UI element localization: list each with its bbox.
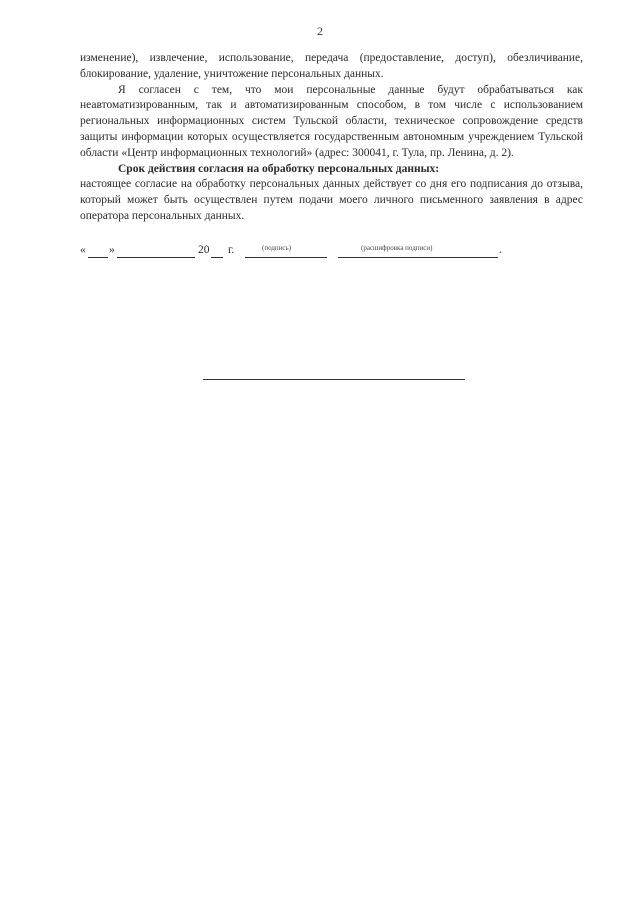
end-mark: . xyxy=(499,244,502,256)
paragraph-consent-term: настоящее согласие на обработку персональных данных действует со дня его подписания до отзыва, который может быть осуществлен путем подачи моего личного письменного заявления в адрес оператора персональных данных. xyxy=(80,178,583,222)
day-line[interactable] xyxy=(88,257,108,258)
signature-transcript-line[interactable] xyxy=(338,257,498,258)
page-number: 2 xyxy=(317,24,323,38)
quote-close: » xyxy=(109,244,115,256)
paragraph-consent-methods: Я согласен с тем, что мои персональные данные будут обрабатываться как неавтоматизированным, так и автоматизированным способом, в том числе с использованием региональных информационных систем Тульской области, техническое сопровождение средств защиты информации которых осуществляется государственным автономным учреждением Тульской области «Центр информационных технологий» (адрес: 300041, г. Тула, пр. Ленина, д. 2). xyxy=(80,83,583,159)
consent-term-heading: Срок действия согласия на обработку персональных данных: xyxy=(118,162,440,175)
transcript-caption: (расшифровка подписи) xyxy=(361,244,433,252)
year-suffix: г. xyxy=(228,244,235,256)
signature-line[interactable] xyxy=(245,257,327,258)
year-prefix: 20 xyxy=(198,244,210,256)
signature-caption: (подпись) xyxy=(262,244,292,252)
paragraph-processing-actions: изменение), извлечение, использование, передача (предоставление, доступ), обезличивание, блокирование, удаление, уничтожение персональных данных. xyxy=(80,52,583,80)
document-body xyxy=(80,51,583,225)
year-line[interactable] xyxy=(211,257,223,258)
month-line[interactable] xyxy=(117,257,195,258)
quote-open: « xyxy=(80,244,86,256)
document-end-rule xyxy=(203,379,465,380)
signature-row xyxy=(80,244,583,274)
